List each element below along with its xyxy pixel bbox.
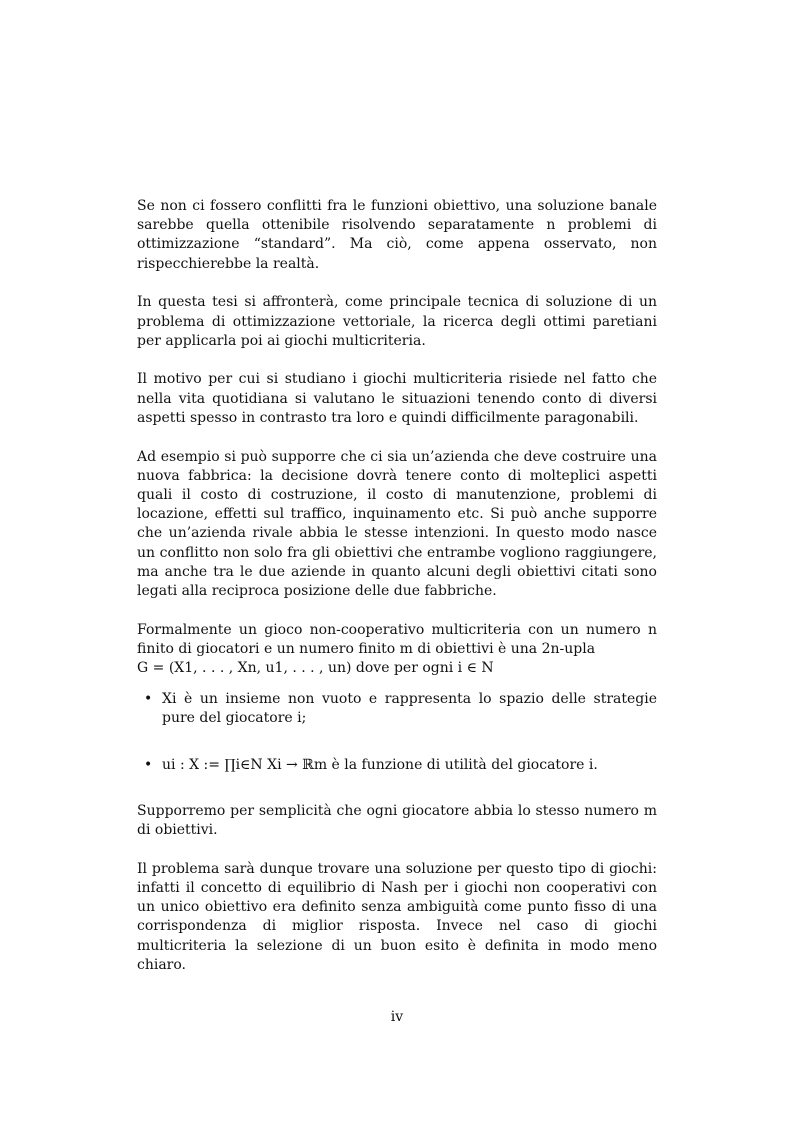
bullet-icon: •: [144, 691, 153, 708]
paragraph-4: Ad esempio si può supporre che ci sia un’azienda che deve costruire una nuova fabbrica: la decisione dovrà tenere conto di molteplici aspetti quali il costo di costruzione, il costo di manutenzione, problemi di locazione, effetti sul traffico, inquinamento etc. Si può anche supporre che un’azienda rivale abbia le stesse intenzioni. In questo modo nasce un conflitto non solo fra gli obiettivi che entrambe vogliono raggiungere, ma anche tra le due aziende in quanto alcuni degli obiettivi citati sono legati alla reciproca posizione delle due fabbriche.: [137, 448, 657, 599]
paragraph-2: In questa tesi si affronterà, come principale tecnica di soluzione di un problema di ottimizzazione vettoriale, la ricerca degli ottimi paretiani per applicarla poi ai giochi multicriteria.: [137, 294, 657, 349]
paragraph-5-line-1: Formalmente un gioco non-cooperativo multicriteria con un numero n finito di giocatori e un numero finito m di obiettivi è una 2n-upla: [137, 621, 657, 657]
page-body: [137, 197, 657, 995]
list-item-text: ui : X := ∏i∈N Xi → ℝm è la funzione di utilità del giocatore i.: [162, 756, 598, 773]
paragraph-5: [137, 621, 657, 679]
paragraph-6: Supporremo per semplicità che ogni giocatore abbia lo stesso numero m di obiettivi.: [137, 802, 657, 839]
paragraph-7: Il problema sarà dunque trovare una soluzione per questo tipo di giochi: infatti il concetto di equilibrio di Nash per i giochi non cooperativi con un unico obiettivo era definito senza ambiguità come punto fisso di una corrispondenza di miglior risposta. Invece nel caso di giochi multicriteria la selezione di un buon esito è definita in modo meno chiaro.: [137, 860, 657, 973]
list-item: [144, 756, 657, 775]
paragraph-3: Il motivo per cui si studiano i giochi multicriteria risiede nel fatto che nella vita quotidiana si valutano le situazioni tenendo conto di diversi aspetti spesso in contrasto tra loro e quindi difficilmente paragonabili.: [137, 371, 657, 426]
page-number: iv: [390, 1009, 404, 1025]
list-item-text: Xi è un insieme non vuoto e rappresenta lo spazio delle strategie pure del giocatore i;: [162, 691, 657, 727]
paragraph-1: Se non ci fossero conflitti fra le funzioni obiettivo, una soluzione banale sarebbe quella ottenibile risolvendo separatamente n problemi di ottimizzazione “standard”. Ma ciò, come appena osservato, non rispecchierebbe la realtà.: [137, 198, 657, 272]
definition-list: [137, 690, 657, 775]
bullet-icon: •: [144, 756, 153, 773]
game-definition: G = (X1, . . . , Xn, u1, . . . , un) dove per ogni i ∈ N: [137, 660, 494, 677]
list-item: [144, 690, 657, 728]
